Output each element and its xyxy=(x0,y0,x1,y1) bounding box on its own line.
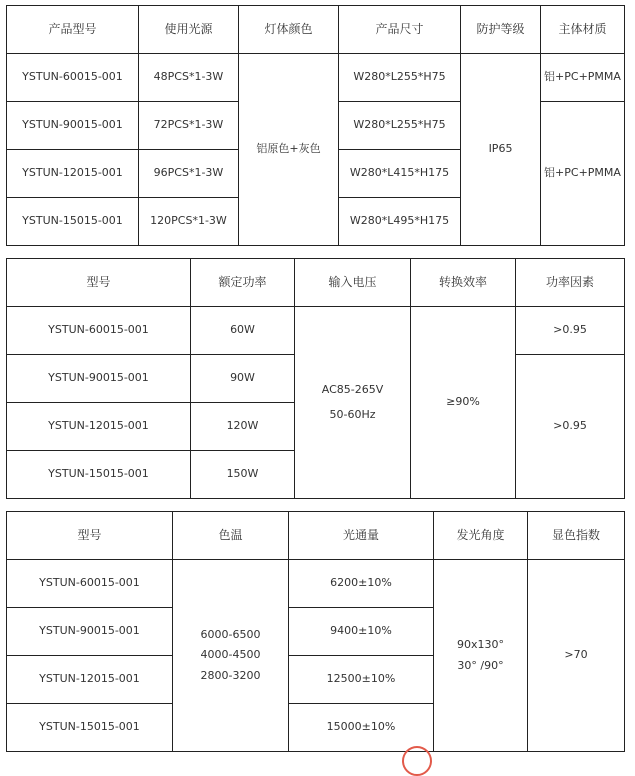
rated-power-cell: 60W xyxy=(191,307,295,355)
header-input-voltage: 输入电压 xyxy=(295,259,411,307)
cri-cell: >70 xyxy=(528,560,625,752)
light-source-cell: 72PCS*1-3W xyxy=(139,102,239,150)
header-light-source: 使用光源 xyxy=(139,6,239,54)
rated-power-cell: 90W xyxy=(191,355,295,403)
model-cell: YSTUN-90015-001 xyxy=(7,608,173,656)
header-product-model: 产品型号 xyxy=(7,6,139,54)
power-factor-cell: >0.95 xyxy=(516,307,625,355)
header-rated-power: 额定功率 xyxy=(191,259,295,307)
efficiency-cell: ≥90% xyxy=(411,307,516,499)
size-cell: W280*L255*H75 xyxy=(339,102,461,150)
material-cell: 铝+PC+PMMA xyxy=(541,102,625,246)
frequency-range: 50-60Hz xyxy=(329,407,376,421)
header-body-color: 灯体颜色 xyxy=(239,6,339,54)
color-temp-range: 2800-3200 xyxy=(200,668,261,682)
spec-table-product xyxy=(6,5,625,246)
model-cell: YSTUN-60015-001 xyxy=(7,54,139,102)
model-cell: YSTUN-12015-001 xyxy=(7,403,191,451)
model-cell: YSTUN-15015-001 xyxy=(7,198,139,246)
size-cell: W280*L415*H175 xyxy=(339,150,461,198)
model-cell: YSTUN-60015-001 xyxy=(7,307,191,355)
color-temperature-cell xyxy=(173,560,289,752)
model-cell: YSTUN-60015-001 xyxy=(7,560,173,608)
header-model: 型号 xyxy=(7,259,191,307)
header-protection-level: 防护等级 xyxy=(461,6,541,54)
spec-table-electrical xyxy=(6,258,625,499)
beam-angle-value: 30° /90° xyxy=(457,658,504,672)
model-cell: YSTUN-12015-001 xyxy=(7,656,173,704)
model-cell: YSTUN-12015-001 xyxy=(7,150,139,198)
header-beam-angle: 发光角度 xyxy=(434,512,528,560)
beam-angle-value: 90x130° xyxy=(456,637,504,651)
header-product-size: 产品尺寸 xyxy=(339,6,461,54)
header-main-material: 主体材质 xyxy=(541,6,625,54)
model-cell: YSTUN-90015-001 xyxy=(7,102,139,150)
input-voltage-cell xyxy=(295,307,411,499)
luminous-flux-cell: 12500±10% xyxy=(289,656,434,704)
header-color-temperature: 色温 xyxy=(173,512,289,560)
header-model: 型号 xyxy=(7,512,173,560)
material-cell: 铝+PC+PMMA xyxy=(541,54,625,102)
rated-power-cell: 120W xyxy=(191,403,295,451)
light-source-cell: 96PCS*1-3W xyxy=(139,150,239,198)
luminous-flux-cell: 6200±10% xyxy=(289,560,434,608)
rated-power-cell: 150W xyxy=(191,451,295,499)
light-source-cell: 48PCS*1-3W xyxy=(139,54,239,102)
luminous-flux-cell: 9400±10% xyxy=(289,608,434,656)
color-temp-range: 6000-6500 xyxy=(200,627,261,641)
protection-level-cell: IP65 xyxy=(461,54,541,246)
header-conversion-efficiency: 转换效率 xyxy=(411,259,516,307)
voltage-range: AC85-265V xyxy=(321,382,384,396)
header-cri: 显色指数 xyxy=(528,512,625,560)
decorative-circle-icon xyxy=(402,746,432,776)
header-luminous-flux: 光通量 xyxy=(289,512,434,560)
size-cell: W280*L495*H175 xyxy=(339,198,461,246)
luminous-flux-cell: 15000±10% xyxy=(289,704,434,752)
beam-angle-cell xyxy=(434,560,528,752)
spec-table-optical xyxy=(6,511,625,752)
color-temp-range: 4000-4500 xyxy=(200,648,261,662)
header-power-factor: 功率因素 xyxy=(516,259,625,307)
model-cell: YSTUN-15015-001 xyxy=(7,704,173,752)
model-cell: YSTUN-15015-001 xyxy=(7,451,191,499)
body-color-cell: 铝原色+灰色 xyxy=(239,54,339,246)
size-cell: W280*L255*H75 xyxy=(339,54,461,102)
light-source-cell: 120PCS*1-3W xyxy=(139,198,239,246)
power-factor-cell: >0.95 xyxy=(516,355,625,499)
model-cell: YSTUN-90015-001 xyxy=(7,355,191,403)
